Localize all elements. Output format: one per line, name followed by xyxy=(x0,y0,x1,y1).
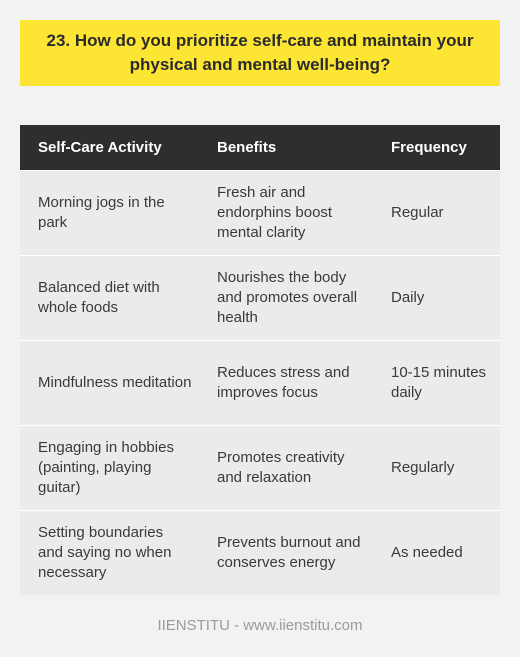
page-title: 23. How do you prioritize self-care and maintain your physical and mental well-being? xyxy=(46,31,474,74)
frequency-cell: Regular xyxy=(391,204,444,221)
frequency-cell: 10-15 minutes daily xyxy=(391,364,487,401)
activity-cell: Balanced diet with whole foods xyxy=(38,279,160,316)
benefits-cell: Nourishes the body and promotes overall health xyxy=(217,269,358,326)
self-care-table xyxy=(20,125,500,595)
activity-cell: Morning jogs in the park xyxy=(38,194,165,231)
table-row xyxy=(20,510,500,595)
table-row xyxy=(20,340,500,425)
benefits-cell: Prevents burnout and conserves energy xyxy=(217,534,361,571)
header-self-care-activity: Self-Care Activity xyxy=(38,138,162,156)
benefits-cell: Reduces stress and improves focus xyxy=(217,364,350,401)
frequency-cell: Regularly xyxy=(391,459,455,476)
frequency-cell: Daily xyxy=(391,289,425,306)
activity-cell: Setting boundaries and saying no when necessary xyxy=(38,524,172,581)
activity-cell: Engaging in hobbies (painting, playing guitar) xyxy=(38,439,174,496)
table-row xyxy=(20,425,500,510)
title-banner xyxy=(20,20,500,86)
benefits-cell: Fresh air and endorphins boost mental clarity xyxy=(217,184,333,241)
table-header-row xyxy=(20,125,500,170)
frequency-cell: As needed xyxy=(391,544,463,561)
header-benefits: Benefits xyxy=(217,138,277,156)
table-row xyxy=(20,255,500,340)
header-frequency: Frequency xyxy=(391,138,467,156)
table-row xyxy=(20,170,500,255)
benefits-cell: Promotes creativity and relaxation xyxy=(217,449,345,486)
activity-cell: Mindfulness meditation xyxy=(38,374,192,391)
footer-credit: IIENSTITU - www.iienstitu.com xyxy=(157,617,363,634)
